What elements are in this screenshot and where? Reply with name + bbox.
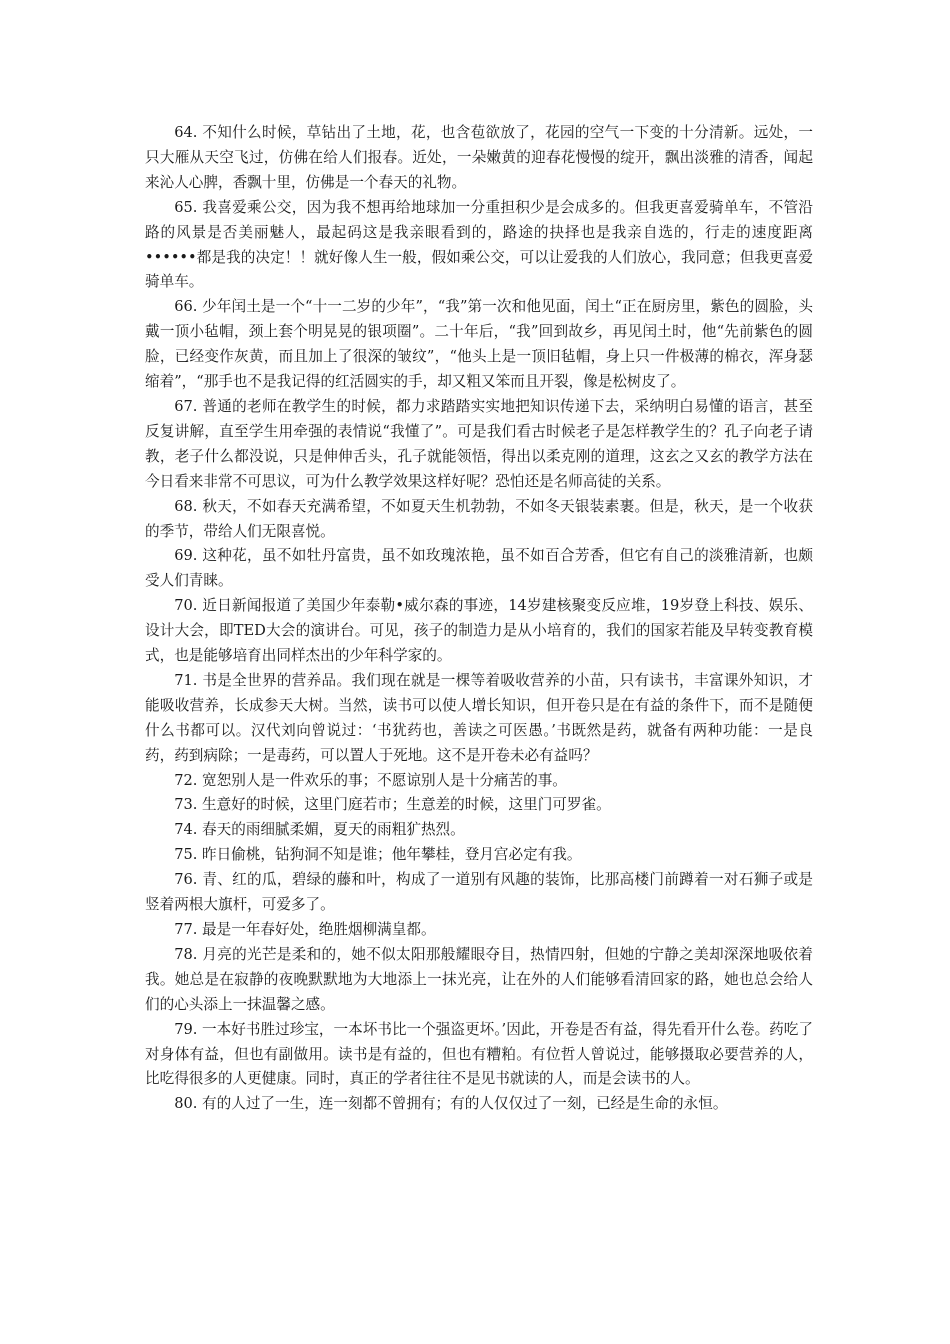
paragraph-69: 69. 这种花，虽不如牡丹富贵，虽不如玫瑰浓艳，虽不如百合芳香，但它有自己的淡雅清新，也颇受人们青睐。 [145,547,813,590]
paragraph-75: 75. 昨日偷桃，钻狗洞不知是谁；他年攀桂，登月宫必定有我。 [174,846,582,864]
paragraph-71: 71. 书是全世界的营养品。我们现在就是一棵等着吸收营养的小苗，只有读书，丰富课外知识，才能吸收营养，长成参天大树。当然，读书可以使人增长知识，但开卷只是在有益的条件下，而不是随便什么书都可以。汉代刘向曾说过：‘书犹药也，善读之可医愚。’书既然是药，就备有两种功能：一是良药，药到病除；一是毒药，可以置人于死地。这不是开卷未必有益吗？ [145,671,813,764]
paragraph-77: 77. 最是一年春好处，绝胜烟柳满皇都。 [174,921,436,938]
paragraph-79: 79. 一本好书胜过珍宝，一本坏书比一个强盗更坏。’因此，开卷是否有益，得先看开什么卷。药吃了对身体有益，但也有副做用。读书是有益的，但也有糟粕。有位哲人曾说过，能够摄取必要营养的人，比吃得很多的人更健康。同时，真正的学者往往不是见书就读的人，而是会读书的人。 [145,1020,813,1088]
paragraph-64: 64. 不知什么时候，草钻出了土地，花，也含苞欲放了，花园的空气一下变的十分清新。远处，一只大雁从天空飞过，仿佛在给人们报春。近处，一朵嫩黄的迎春花慢慢的绽开，飘出淡雅的清香，闻起来沁人心脾，香飘十里，仿佛是一个春天的礼物。 [145,124,813,191]
paragraph-76: 76. 青、红的瓜，碧绿的藤和叶，构成了一道别有风趣的装饰，比那高楼门前蹲着一对石狮子或是竖着两根大旗杆，可爱多了。 [145,871,813,914]
document-body [145,121,813,1117]
paragraph-67: 67. 普通的老师在教学生的时候，都力求踏踏实实地把知识传递下去，采纳明白易懂的语言，甚至反复讲解，直至学生用牵强的表情说“我懂了”。可是我们看古时候老子是怎样教学生的？孔子向老子请教，老子什么都没说，只是伸伸舌头，孔子就能领悟，得出以柔克刚的道理，这玄之又玄的教学方法在今日看来非常不可思议，可为什么教学效果这样好呢？恐怕还是名师高徒的关系。 [145,397,813,490]
paragraph-65: 65. 我喜爱乘公交，因为我不想再给地球加一分重担积少是会成多的。但我更喜爱骑单车，不管沿路的风景是否美丽魅人，最起码这是我亲眼看到的，路途的抉择也是我亲自选的，行走的速度距离••••••都是我的决定！！就好像人生一般，假如乘公交，可以让爱我的人们放心，我同意；但我更喜爱骑单车。 [145,198,813,291]
paragraph-70: 70. 近日新闻报道了美国少年泰勒•威尔森的事迹，14岁建核聚变反应堆，19岁登上科技、娱乐、设计大会，即TED大会的演讲台。可见，孩子的制造力是从小培育的，我们的国家若能及早转变教育模式，也是能够培育出同样杰出的少年科学家的。 [145,597,813,665]
paragraph-80: 80. 有的人过了一生，连一刻都不曾拥有；有的人仅仅过了一刻，已经是生命的永恒。 [174,1095,728,1113]
paragraph-78: 78. 月亮的光芒是柔和的，她不似太阳那般耀眼夺目，热情四射，但她的宁静之美却深深地吸依着我。她总是在寂静的夜晚默默地为大地添上一抹光亮，让在外的人们能够看清回家的路，她也总会给人们的心头添上一抹温馨之感。 [145,945,813,1013]
paragraph-72: 72. 宽恕别人是一件欢乐的事；不愿谅别人是十分痛苦的事。 [174,771,567,789]
paragraph-73: 73. 生意好的时候，这里门庭若市；生意差的时候，这里门可罗雀。 [174,796,611,814]
paragraph-74: 74. 春天的雨细腻柔媚，夏天的雨粗犷热烈。 [174,821,465,839]
paragraph-68: 68. 秋天，不如春天充满希望，不如夏天生机勃勃，不如冬天银装素裹。但是，秋天，是一个收获的季节，带给人们无限喜悦。 [145,497,813,540]
paragraph-66: 66. 少年闰土是一个“十一二岁的少年”，“我”第一次和他见面，闰土“正在厨房里，紫色的圆脸，头戴一顶小毡帽，颈上套个明晃晃的银项圈”。二十年后，“我”回到故乡，再见闰土时，他“先前紫色的圆脸，已经变作灰黄，而且加上了很深的皱纹”，“他头上是一顶旧毡帽，身上只一件极薄的棉衣，浑身瑟缩着”，“那手也不是我记得的红活圆实的手，却又粗又笨而且开裂，像是松树皮了。 [145,298,813,391]
